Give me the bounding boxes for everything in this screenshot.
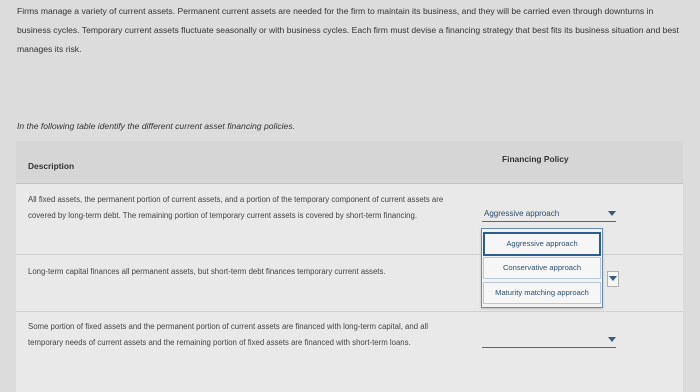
header-financing-policy: Financing Policy xyxy=(502,154,569,164)
financing-policy-table xyxy=(16,141,683,392)
row-3-description: Some portion of fixed assets and the permanent portion of current assets are financed with long-term capital, and all temporary needs of current assets and the remaining portion of fixed assets are financed with short-term loans. xyxy=(28,322,429,347)
caret-down-icon xyxy=(608,211,616,216)
row-1-policy-dropdown[interactable] xyxy=(482,207,616,222)
question-prompt: In the following table identify the different current asset financing policies. xyxy=(17,121,296,131)
row-3-policy-dropdown[interactable] xyxy=(482,333,616,348)
row-1-description: All fixed assets, the permanent portion of current assets, and a portion of the temporary component of current assets are covered by long-term debt. The remaining portion of temporary current assets is covered by short-term financing. xyxy=(28,195,444,220)
policy-options-menu xyxy=(481,228,603,308)
option-maturity-matching-approach[interactable]: Maturity matching approach xyxy=(483,282,601,304)
row-2-dropdown-toggle[interactable] xyxy=(607,271,619,287)
option-conservative-approach[interactable]: Conservative approach xyxy=(483,257,601,279)
intro-paragraph: Firms manage a variety of current assets. Permanent current assets are needed for the firm to maintain its business, and they will be carried even through downturns in business cycles. Temporary current assets fluctuate seasonally or with business cycles. Each firm must devise a financing strategy that best fits its business situation and best manages its risk. xyxy=(17,6,679,54)
row-1-selected-value: Aggressive approach xyxy=(484,209,560,218)
table-header xyxy=(16,141,683,184)
option-aggressive-approach[interactable]: Aggressive approach xyxy=(483,232,601,256)
caret-down-icon xyxy=(608,337,616,342)
row-divider xyxy=(16,311,683,312)
header-description: Description xyxy=(28,161,75,171)
caret-down-icon xyxy=(609,276,617,281)
row-2-description: Long-term capital finances all permanent assets, but short-term debt finances temporary current assets. xyxy=(28,267,386,276)
